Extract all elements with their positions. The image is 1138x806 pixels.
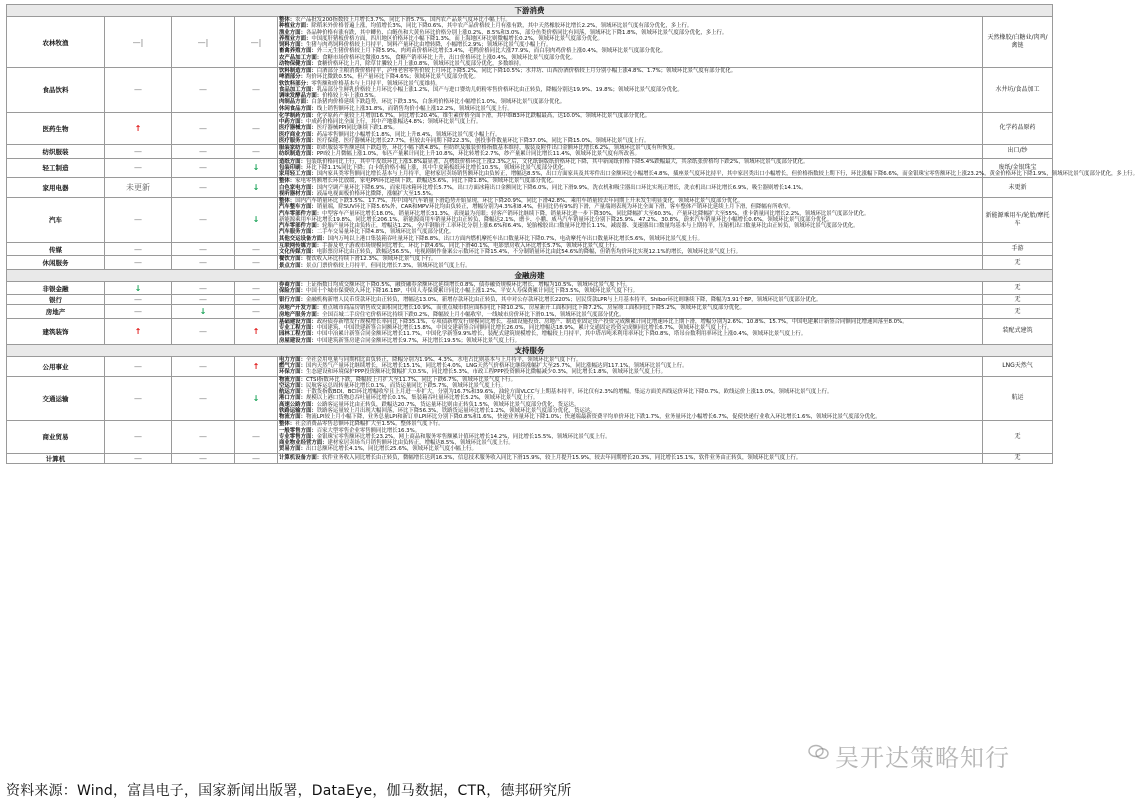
detail-line-body: 化学原药产量较上月增加16.7%，同比增长20.4%，维生素价格全面下滑，其中维B3环比跌幅最高，达10.0%，领域环比景气度部分优化。 bbox=[316, 112, 651, 119]
wechat-icon bbox=[808, 744, 830, 760]
table-row bbox=[7, 242, 1053, 256]
focus-note: 水井坊/食品加工 bbox=[983, 68, 1053, 113]
detail-line-body: 均价环比微跌0.5%，但产量环比下降4.6%；领域环比景气度部分优化。 bbox=[305, 74, 479, 81]
detail-line-head: 饲料方面： bbox=[279, 42, 306, 48]
industry-name: 轻工制造 bbox=[7, 158, 105, 178]
detail-line bbox=[279, 369, 981, 375]
focus-note: 航运 bbox=[983, 376, 1053, 421]
table-row bbox=[7, 158, 1053, 178]
table-row bbox=[7, 17, 1053, 68]
detail-line-body: 除稻米外价格普遍上涨，均值增长3%，同比下降0.6%，其中农产品价格较上月有涨有跌，其中天然橡胶环比增长2.2%，领域环比景气度有部分优化，多上行。 bbox=[311, 23, 693, 30]
detail-text bbox=[278, 356, 983, 376]
signal-c2: —| bbox=[172, 17, 235, 68]
industry-name: 交通运输 bbox=[7, 376, 105, 421]
table-row bbox=[7, 305, 1053, 319]
detail-line-head: 包装印刷： bbox=[279, 164, 306, 171]
signal-c2: — bbox=[172, 158, 235, 178]
signal-c1: — bbox=[105, 198, 172, 243]
focus-note: LNG天然气 bbox=[983, 356, 1053, 376]
detail-line-body: 中型客车产量环比增长18.0%，销量环比增长31.3%，表现最为亮眼；轻客产销环比继续下降，销量环比进一步下降30%，同比降幅扩大至60.3%，产量环比降幅扩大至55%，重卡销量同比增长2.2%，领域环比景气度部分优化。 bbox=[322, 210, 870, 217]
section-header bbox=[7, 269, 1053, 281]
detail-line-body: 各品种价格有涨有跌，其中鲫鱼、白鲢鱼和大黄鱼环比价格分别上涨0.2%、8.5%和3.0%，部分鱼类价格同比有回落，领域环比下降1.8%，领域环比景气度部分优化，多上行。 bbox=[305, 29, 728, 36]
industry-name: 家用电器 bbox=[7, 178, 105, 198]
signal-c3: — bbox=[235, 242, 278, 256]
table-row bbox=[7, 453, 1053, 463]
section-header bbox=[7, 344, 1053, 356]
focus-note: 未更新 bbox=[983, 178, 1053, 198]
detail-line-body: 纺织服装零售额延续下跌趋势，环比小幅下跌4.8%，但纺织及服装价格指数基本维持，服装及附件出口金额环比增长6.2%，领域环比景气度有所恢复。 bbox=[316, 145, 679, 151]
detail-line-head: 畜禽养殖方面： bbox=[279, 48, 317, 55]
detail-line-head: 食品加工方面： bbox=[279, 86, 317, 93]
focus-note: 出口/纱 bbox=[983, 145, 1053, 159]
detail-line-body: 上证指数日均成交额环比下降0.5%，融资融券余额环比延续增长0.8%，债券融资规模环比增长，增幅为10.5%，领域环比景气度下行。 bbox=[305, 281, 631, 288]
detail-line-head: 铁路运输方面： bbox=[279, 407, 317, 414]
signal-c3: ↑ bbox=[235, 318, 278, 344]
table-row bbox=[7, 281, 1053, 295]
focus-note: 无 bbox=[983, 421, 1053, 453]
detail-line-body: 公路客运量环比由正转负，跌幅达20.7%，货运量环比则由正转负1.5%，领域环比景气度部分优化，货运达。 bbox=[316, 401, 580, 408]
table-row bbox=[7, 68, 1053, 113]
focus-note: 无 bbox=[983, 256, 1053, 270]
detail-line-body: 销量端，除SUV环比下降5.6%外，CAR和MPV环比均由负转正，增幅分别为4.3%和8.4%，但同比仍有9%的下滑，产量端则表现为环比全面下滑，客车整体产销环比延续上月下滑，但降幅有所收窄。 bbox=[316, 204, 794, 211]
industry-name: 建筑装饰 bbox=[7, 318, 105, 344]
detail-line-head: 软饮料部分： bbox=[279, 80, 312, 87]
table-row bbox=[7, 318, 1053, 344]
detail-line-body: 价格较上年上涨0.5%。 bbox=[322, 93, 379, 99]
detail-line-body: 食糖价格环比上月，除草甘膦较上月上涨0.8%，领域环比景气度部分优化，多数维持。 bbox=[316, 60, 525, 67]
detail-line-head: 医疗商业方面： bbox=[279, 131, 317, 138]
signal-c2: — bbox=[172, 198, 235, 243]
detail-line-head: 啤酒部分： bbox=[279, 74, 306, 81]
detail-line-head: 高速公路方面： bbox=[279, 401, 317, 408]
detail-line-head: 纺织制造方面： bbox=[279, 151, 317, 158]
detail-line-body: 手游及电子游戏市场规模同比增长，环比下跌4.6%，同比下滑40.1%，电影票房收入环比增长5.7%，领域环比景气度上行。 bbox=[322, 242, 621, 249]
section-header bbox=[7, 5, 1053, 17]
detail-line-body: 重点城市商品房销售成交面积同比增长10.9%，而重点城市供应面积同比下降10.2%，房屋新开工面积同比下降7.2%，房屋竣工面积同比下降5.2%，领域环比景气度部分优化。 bbox=[322, 305, 745, 312]
signal-c2: — bbox=[172, 295, 235, 305]
signal-c1: — bbox=[105, 356, 172, 376]
signal-c1: — bbox=[105, 256, 172, 270]
detail-line-head: 动物保健方面： bbox=[279, 60, 317, 67]
detail-line-head: 汽车整车方面： bbox=[279, 204, 317, 211]
detail-line-body: 医疗器械PPI同比继续下跌1.8%。 bbox=[316, 125, 398, 132]
industry-name: 纺织服装 bbox=[7, 145, 105, 159]
detail-line-head: 贸易方面： bbox=[279, 446, 306, 453]
detail-line-head: 基础建设方面： bbox=[279, 318, 317, 325]
detail-line-head: 景点方面： bbox=[279, 262, 306, 269]
table-row bbox=[7, 256, 1053, 270]
detail-line bbox=[279, 312, 981, 318]
detail-line bbox=[279, 455, 981, 461]
signal-c3: ↓ bbox=[235, 158, 278, 178]
detail-line-head: 汽车服务方面： bbox=[279, 229, 317, 236]
signal-c2: — bbox=[172, 421, 235, 453]
detail-line-head: 商业物业经营方面： bbox=[279, 440, 328, 446]
signal-c3: — bbox=[235, 305, 278, 319]
detail-line-body: 外三元生猪价格较上月下降5.9%，肉鸡苗价格环比增长3.4%，毛鸭价格同比大涨77.9%，而白羽肉鸡价格上涨0.4%，领域环比景气度部分优化。 bbox=[316, 48, 667, 55]
detail-line-body: 线上销售额环比上涨31.8%，而销售均价小幅上涨12.2%，领域环比景气度上行。 bbox=[316, 105, 513, 112]
detail-line-head: 造纸方面： bbox=[279, 158, 306, 165]
detail-line-head: 电力方面： bbox=[279, 356, 306, 363]
industry-name: 房地产 bbox=[7, 305, 105, 319]
detail-line-head: 港口方面： bbox=[279, 395, 306, 402]
detail-line-head: 空运方面： bbox=[279, 382, 306, 389]
table-row bbox=[7, 376, 1053, 421]
detail-line-head: 房屋建设方面： bbox=[279, 337, 317, 344]
detail-line-body: 零售额和价格基本与上月持平，领域环比景气度维持。 bbox=[311, 80, 441, 87]
detail-line-head: 整体： bbox=[279, 178, 296, 185]
detail-line-head: 一般零售方面： bbox=[279, 427, 317, 434]
signal-c1: — bbox=[105, 158, 172, 178]
detail-line-head: 化学制药方面： bbox=[279, 112, 317, 119]
detail-line-body: 全国百城二手房住宅价格环比持续下跌0.2%，降幅较上月小幅收窄，一线城市房价环比下滑0.1%，领域环比景气度部分优化。 bbox=[322, 311, 625, 318]
detail-text bbox=[278, 376, 983, 421]
detail-line-head: 视听器材方面： bbox=[279, 190, 317, 197]
detail-line-body: 轮胎产量环比由负转正，增幅达1.2%，全/半钢胎开工率环比分别上涨6.6%和6.4%，轮胎橡胶出口数量环比增长1.1%，减震器、变速器出口数量均基本与上期持平，压缩机出口数量环比由正转负，领域环比景气度部分优化。 bbox=[322, 223, 859, 229]
detail-text bbox=[278, 305, 983, 319]
detail-line bbox=[279, 288, 981, 294]
table-row bbox=[7, 112, 1053, 144]
focus-note: 无 bbox=[983, 295, 1053, 305]
detail-text bbox=[278, 453, 983, 463]
table-row bbox=[7, 421, 1053, 453]
detail-line bbox=[279, 414, 981, 420]
detail-line-head: 互联网传媒方面： bbox=[279, 242, 323, 249]
detail-line-body: 建材家居卖场当月销售额环比由负转正，增幅达8.5%，领域环比景气度上行。 bbox=[327, 440, 514, 446]
detail-line-body: 白酒部分主粮消费价格持平，泸州老窖零售价较上月环比下降5.2%，同比下降10.5%；水井坊、山西汾酒价格较上月分别小幅上涨4.8%、1.7%；领域环比景气度有部分优化。 bbox=[316, 68, 737, 74]
detail-line-head: 饮料制造方面： bbox=[279, 68, 317, 74]
detail-line-body: 出口总额环比增长4.1%，同比增长25.6%，领域环比景气度小幅上行。 bbox=[305, 446, 477, 453]
detail-line bbox=[279, 263, 981, 269]
industry-name: 商业贸易 bbox=[7, 421, 105, 453]
signal-c1: —| bbox=[105, 17, 172, 68]
detail-line-head: 汽车零部件方面： bbox=[279, 223, 323, 229]
detail-line-head: 种植业方面： bbox=[279, 23, 312, 30]
signal-c3: — bbox=[235, 256, 278, 270]
detail-line-body: 国内天然气产量环比继续增长，环比增长15.1%，同比增长4.0%，LNG天然气价格环比继续涨幅扩大至25.7%，同比涨幅达到117.1%，领域环比景气度上行。 bbox=[305, 363, 688, 369]
detail-line-body: 干散货指数BDI、BCI环比增幅收窄且上月进一步扩大，分别为16.7%和39.6%，油轮方面VLCC与上期基本持平，环比仅有2.3%的增幅，集运方面美西线运价环比下降0.7%，欧线运价上涨13.0%，领域环比景气度上行。 bbox=[305, 389, 833, 395]
detail-line-head: 餐饮方面： bbox=[279, 256, 306, 263]
detail-line-head: 环保方面： bbox=[279, 369, 306, 376]
detail-line-body: 环比下降1.1%同比下降；白卡纸价格小幅上涨，其中牛皮箱板纸环比增长10.5%，领域环比景气度部分优化。 bbox=[305, 164, 569, 171]
detail-text bbox=[278, 178, 983, 198]
detail-line-body: 家电零售额增长环比放缓，家电PPI环比延续下跌，跌幅达5.6%，同比下降1.8%，领域环比景气度部分优化。 bbox=[295, 178, 558, 185]
detail-line-body: 中国十个城市保费收入环比下降16.1BP，中国人寿保费累计同比小幅上涨1.2%，平安人寿保费累计同比下降3.5%，领域环比景气度下行。 bbox=[305, 288, 639, 294]
signal-c3: —| bbox=[235, 17, 278, 68]
detail-line-head: 整体： bbox=[279, 17, 296, 23]
detail-line bbox=[279, 106, 981, 112]
industry-name: 公用事业 bbox=[7, 356, 105, 376]
detail-line-head: 渔业方面： bbox=[279, 29, 306, 36]
industry-name: 休闲服务 bbox=[7, 256, 105, 270]
signal-c2: — bbox=[172, 178, 235, 198]
focus-note: 无 bbox=[983, 305, 1053, 319]
detail-line-body: 药品零售额同比小幅增长1.8%，同比上升8.4%，领域环比景气度小幅上行。 bbox=[316, 131, 501, 138]
signal-c3: — bbox=[235, 421, 278, 453]
detail-line-body: 液晶电视面板价格环比微降，涨幅扩大至15.5%。 bbox=[316, 190, 437, 197]
detail-line-body: 农产品批发200指数较上月增长3.7%，同比下滑5.7%，国内农产品景气度环比小幅上行。 bbox=[295, 17, 511, 23]
table-row bbox=[7, 198, 1053, 243]
detail-line-body: CTSI指数环比下跌，降幅较上月扩大至11.7%，同比下跌6.7%，领域环比景气度下行。 bbox=[305, 376, 516, 383]
detail-text bbox=[278, 242, 983, 256]
detail-line bbox=[279, 61, 981, 67]
detail-line-body: 物流LPI较上月小幅下降，业务总量LPI和新订单LPI环比分别下降0.8%和1.6%，快递业务量环比下降1.0%；快递端最新资费平均单价环比下跌1.7%，业务量环比小幅增长6.7%，促使快递行业收入环比增长1.6%，领域环比景气度部分优化。 bbox=[305, 414, 881, 420]
detail-line-head: 专业零售方面： bbox=[279, 433, 317, 440]
detail-line-head: 园林工程方面： bbox=[279, 331, 317, 338]
detail-line-head: 文化传媒方面： bbox=[279, 249, 317, 255]
detail-line bbox=[279, 338, 981, 344]
detail-line-body: 铁路客运量较上月出现大幅回落，环比下降56.3%，铁路货运量环比增长1.2%，领域环比景气度部分优化，货运达。 bbox=[316, 407, 596, 414]
signal-c2: — bbox=[172, 68, 235, 113]
signal-c1: ↑ bbox=[105, 318, 172, 344]
focus-note: 天然橡胶/白糖业/肉鸡/禽链 bbox=[983, 17, 1053, 68]
detail-text bbox=[278, 145, 983, 159]
detail-line-head: 整体： bbox=[279, 198, 296, 204]
detail-line-body: 新能源乘用车环比增长19.8%，同比增长206.1%，新能源商用车销量环比由正转负，降幅达2.1%，磨卡、小鹏、威马汽车销量环比分别下降25.9%、47.2%、30.8%，蔚来汽车销量环比小幅增长0.6%，领域环比景气度部分优化。 bbox=[279, 216, 833, 223]
signal-c1: — bbox=[105, 421, 172, 453]
detail-line-head: 整体： bbox=[279, 421, 296, 428]
detail-line bbox=[279, 236, 981, 242]
signal-c1: — bbox=[105, 453, 172, 463]
detail-line-head: 房地产开发方面： bbox=[279, 305, 323, 312]
signal-c3: — bbox=[235, 145, 278, 159]
detail-line-body: 金银珠宝零售额环比增长23.2%，网上商品和服务零售额累计值环比增长14.2%，同比增长15.5%，领域环比景气度上行。 bbox=[316, 433, 611, 440]
industry-name: 农林牧渔 bbox=[7, 17, 105, 68]
signal-c1: — bbox=[105, 295, 172, 305]
detail-line-head: 白色家电方面： bbox=[279, 184, 317, 191]
detail-line-head: 保险方面： bbox=[279, 288, 306, 294]
signal-c3: ↑ bbox=[235, 356, 278, 376]
signal-c3: ↓ bbox=[235, 178, 278, 198]
detail-text bbox=[278, 68, 983, 113]
signal-c2: — bbox=[172, 242, 235, 256]
industry-name: 汽车 bbox=[7, 198, 105, 243]
detail-line-body: 国内空调产量环比下降6.9%，而家用冰箱环比增长5.7%，出口方面冰箱出口金额同比下降6.0%，同比下滑9.9%，洗衣机和吸尘器出口环比实现正增长，洗衣机出口环比增长6.9%，吸尘器则增长14.1%。 bbox=[316, 184, 807, 191]
signal-c3: ↓ bbox=[235, 198, 278, 243]
industry-name: 银行 bbox=[7, 295, 105, 305]
signal-c2: — bbox=[172, 256, 235, 270]
detail-line bbox=[279, 151, 981, 157]
detail-line-head: 其他交运设备方面： bbox=[279, 235, 328, 242]
detail-line-head: 养殖业方面： bbox=[279, 35, 312, 42]
detail-line bbox=[279, 171, 1138, 177]
signal-c3: — bbox=[235, 453, 278, 463]
signal-c1: — bbox=[105, 68, 172, 113]
detail-line-body: 金融机构新增人民币贷款环比由正转负，增幅达13.0%，新增存款环比由正转负，其中对公存款环比增长220%；居民贷款LPR与上月基本持平，Shibor环比则继续下降，降幅为3.91个BP，领域环比景气度部分优化。 bbox=[305, 296, 822, 303]
watermark: 吴开达策略知行 bbox=[835, 744, 1010, 772]
signal-c2: — bbox=[172, 376, 235, 421]
detail-line-body: 国内家具类零售额同比增长基本与上月持平，建材家居卖场销售额环比由负转正，增幅达8.5%，出口方面家具及其零件出口金额环比小幅增长4.8%，插座景气度环比持平，其中家居类出口小幅增长，但价格指数较上期下行，环比涨幅下降6.6%，而金银珠宝零售额环比上涨23.2%，黄金价格环比下降1.9%，领域环比景气度部分优化，多上行。 bbox=[316, 171, 1138, 177]
focus-note: 无 bbox=[983, 281, 1053, 295]
signal-c1: ↓ bbox=[105, 281, 172, 295]
table-row bbox=[7, 145, 1053, 159]
signal-c2: — bbox=[172, 453, 235, 463]
signal-c3: — bbox=[235, 68, 278, 113]
detail-line-body: 生猪与肉鸡饲料价格较上月持平，饲料产量环比由增转降，小幅增长2.9%；领域环比景气度小幅上行。 bbox=[305, 42, 552, 48]
focus-note: 废纸/金银珠宝 bbox=[983, 158, 1053, 178]
detail-line bbox=[279, 297, 981, 303]
detail-line-body: 中国建筑、中国铁建新签合同额环比增长15.8%，中国交建新签合同额同比增长26.0%，同比增幅达18.9%，累计交通固定投资完成额同比增长6.7%，领域环比景气度上行。 bbox=[316, 325, 733, 331]
detail-line-body: 餐饮收入环比持续下滑12.3%，领域环比景气度下行。 bbox=[305, 256, 437, 263]
detail-line-body: 社会消费品零售总额环比降幅扩大至1.5%，整体景气度下行。 bbox=[295, 421, 444, 428]
detail-line bbox=[279, 138, 981, 144]
detail-text bbox=[278, 421, 983, 453]
signal-c1: — bbox=[105, 145, 172, 159]
signal-c3: — bbox=[235, 281, 278, 295]
detail-line-body: 中成药价格同比全面上行，其中产地涨幅达4.8%；领域环比景气度上行。 bbox=[305, 119, 482, 125]
signal-c2: — bbox=[172, 145, 235, 159]
detail-line-head: 物流方面： bbox=[279, 414, 306, 420]
detail-line-head: 中药方面： bbox=[279, 119, 306, 125]
detail-line-body: 白条猪肉价格延续下跌趋势，环比下跌3.3%，白条鸡价格环比小幅增长1.0%，领域环比景气度部分优化。 bbox=[311, 99, 566, 106]
detail-line-body: 国内汽车销量环比下跌3.5%、17.7%，其中国内汽车销量下滑趋势开始显现，环比下降20.9%，同比下滑42.8%，乘用车销量较去年同期上升未发生明显变化，领域环比景气度部分优化。 bbox=[295, 198, 743, 204]
focus-note: 手游 bbox=[983, 242, 1053, 256]
industry-table bbox=[6, 4, 1138, 464]
table-row bbox=[7, 295, 1053, 305]
detail-line-body: 民航客运总周转量环比增长0.1%，而货运量同比下跌5.7%，领域环比景气度上行。 bbox=[305, 382, 506, 389]
detail-line-body: 二手车交易量环比下降4.8%，领域环比景气度部分优化。 bbox=[316, 229, 455, 236]
industry-name: 传媒 bbox=[7, 242, 105, 256]
signal-c3: ↓ bbox=[235, 376, 278, 421]
signal-c3: — bbox=[235, 295, 278, 305]
detail-text bbox=[278, 295, 983, 305]
industry-name: 食品饮料 bbox=[7, 68, 105, 113]
detail-line-head: 物流方面： bbox=[279, 376, 306, 383]
detail-line-body: 医疗保健、医疗器械环比增长27.7%，但较去年同期下降22.3%，创投事件数量环比下降37.0%，同比下降15.0%，领域环比景气度上行。 bbox=[316, 137, 650, 144]
signal-c1: — bbox=[105, 376, 172, 421]
detail-line-head: 房地产服务方面： bbox=[279, 311, 323, 318]
signal-c1: — bbox=[105, 242, 172, 256]
detail-line-body: 软件业务收入同比增长由正转负，微幅增长达到16.3%，信息技术服务收入同比下滑15.9%，较上月提升15.9%，较去年同期增长20.3%，同比增长15.1%，软件业务由正转负，领域环比景气度上行。 bbox=[322, 454, 802, 461]
detail-line-head: 计算机设备方面： bbox=[279, 454, 323, 461]
detail-line-head: 休闲食品方面： bbox=[279, 105, 317, 112]
section-title: 支持服务 bbox=[7, 344, 1053, 356]
detail-line-body: 中国建筑新签房建合同金额环比增长9.7%，环比增长19.5%；领域环比景气度上行。 bbox=[316, 337, 521, 344]
detail-line-head: 券商方面： bbox=[279, 281, 306, 288]
section-title: 下游消费 bbox=[7, 5, 1053, 17]
signal-c2: — bbox=[172, 318, 235, 344]
detail-text bbox=[278, 198, 983, 243]
industry-name: 医药生物 bbox=[7, 112, 105, 144]
detail-line-head: 医疗器械方面： bbox=[279, 125, 317, 132]
detail-line bbox=[279, 446, 981, 452]
source-note: 资料来源：Wind，富昌电子，国家新闻出版署，DataEye，伽马数据，CTR，德邦研究所 bbox=[6, 783, 572, 799]
industry-name: 计算机 bbox=[7, 453, 105, 463]
table-row bbox=[7, 178, 1053, 198]
detail-line-head: 专业工程方面： bbox=[279, 325, 317, 331]
detail-text bbox=[278, 256, 983, 270]
detail-line-head: 汽车零部件方面： bbox=[279, 210, 323, 217]
detail-text bbox=[278, 17, 983, 68]
detail-line-head: 家用轻工方面： bbox=[279, 171, 317, 177]
prosperity-table bbox=[6, 4, 1138, 464]
signal-c1: — bbox=[105, 305, 172, 319]
detail-line-head: 银行方面： bbox=[279, 296, 306, 303]
section-title: 金融房建 bbox=[7, 269, 1053, 281]
detail-line-body: PPI较上月微幅上涨1.0%，布匹产量累计同比上升10.8%，环比转增长2.7%，纱产量累计同比增长11.4%，领域环比景气度有所改善。 bbox=[316, 151, 640, 158]
detail-line-body: 国内万吨以上港口集装箱吞吐量环比下降8.8%，出口方面内燃机摩托车出口数量环比下降0.7%，电动摩托车出口数量环比增长5.6%，领域环比景气度上行。 bbox=[327, 235, 703, 242]
detail-text bbox=[278, 318, 983, 344]
industry-name: 非银金融 bbox=[7, 281, 105, 295]
detail-line-head: 农产品加工方面： bbox=[279, 54, 323, 61]
focus-note: 无 bbox=[983, 453, 1053, 463]
signal-c2: ↓ bbox=[172, 305, 235, 319]
table-row bbox=[7, 356, 1053, 376]
signal-c1: 未更新 bbox=[105, 178, 172, 198]
signal-c3: — bbox=[235, 112, 278, 144]
detail-line-body: 包装纸价格同比上行，其中牛皮纸环比上涨3.8%最显著，瓦楞纸价格环比上涨2.3%之后，文化纸铜版纸价格环比下降，其中新闻纸价格下降5.4%跌幅最大，其余纸张价格均下跌2%，领域环比景气度部分优化。 bbox=[305, 158, 809, 165]
detail-line-body: 全社会用电量与同期相比由负转正，降幅分别为1.9%、4.3%，水电占比则基本与上月持平，领域环比景气度下行。 bbox=[305, 356, 582, 363]
detail-line-head: 航运方面： bbox=[279, 389, 306, 395]
detail-line-body: 景点门票价格较上月持平，但同比增长7.3%，领域环比景气度上行。 bbox=[305, 262, 471, 269]
detail-line-body: 生态建设和环境保护PPP投资额环比微幅扩大0.5%，同比增长5.3%，市政工程PPP投资额环比微幅减少0.3%，同比增长1.8%，领域环比景气度上行。 bbox=[305, 369, 666, 376]
detail-line-body: 百家大型零售企业零售额同比增长16.3%。 bbox=[316, 427, 421, 434]
detail-line-body: 食糖市场价格环比微涨0.5%，食糖产销率环比上升，出口价格环比上涨0.4%，领域环比景气度部分优化。 bbox=[322, 54, 576, 61]
signal-c1: ↑ bbox=[105, 112, 172, 144]
detail-line-body: 政府债券新增发行规模增长率同比下降35.1%，专项债新增发行规模同比增长，基础设施投资、房地产、制造业固定资产投资完成额累计同比增速环比上期下滑，增幅分别为2.6%、10.8%、15.7%，中国电建累计新签合同额同比增速回落至8.0%。 bbox=[316, 318, 908, 325]
detail-line-body: 电影票房环比由正转负，跌幅达56.5%，电视剧制作备案公示数环比下降15.4%，不分制销量环比由此54.6%的降幅，但销售均价环比实现12.1%的增长，领域环比景气度上行。 bbox=[316, 249, 742, 255]
detail-line-head: 燃气方面： bbox=[279, 363, 306, 369]
signal-c2: — bbox=[172, 356, 235, 376]
detail-line bbox=[279, 249, 981, 255]
detail-line-head: 调味发酵品方面： bbox=[279, 93, 323, 99]
detail-line-body: 中国度肝猪板价格方面，四川地区价格环比小幅下降1.3%，而上海地区环比则微幅增长0.2%，领域环比景气度部分优化。 bbox=[311, 35, 603, 42]
detail-line-head: 肉制品方面： bbox=[279, 99, 312, 106]
detail-line-body: 中国中冶累计新签合同金额环比增长11.7%，中国化学新签9.9%增长，装配式建筑规模增长，增幅较上月持平，其中塔吊吨米利用率环比下降0.8%，塔吊台数利用率环比上涨0.4%，领域环比景气度上行。 bbox=[316, 331, 807, 338]
detail-text bbox=[278, 112, 983, 144]
signal-c2: — bbox=[172, 281, 235, 295]
focus-note: 装配式建筑 bbox=[983, 318, 1053, 344]
detail-text bbox=[278, 281, 983, 295]
focus-note: 化学药品原药 bbox=[983, 112, 1053, 144]
detail-line-body: 规模以上港口货物总吞吐量环比增长0.1%，集装箱吞吐量环比增长5.2%，领域环比景气度上行。 bbox=[305, 395, 539, 402]
detail-line bbox=[279, 191, 981, 197]
detail-line-head: 服装家纺方面： bbox=[279, 145, 317, 151]
signal-c2: — bbox=[172, 112, 235, 144]
focus-note: 新能源乘用车/轮胎/摩托车 bbox=[983, 198, 1053, 243]
detail-line-head: 医疗服务方面： bbox=[279, 137, 317, 144]
detail-line-body: 乳品部分生鲜乳价格较上月环比小幅上涨1.2%，国产与进口婴幼儿奶粉零售价格环比由正转负，降幅分别达19.9%、19.8%；领域环比景气度部分优化。 bbox=[316, 86, 683, 93]
